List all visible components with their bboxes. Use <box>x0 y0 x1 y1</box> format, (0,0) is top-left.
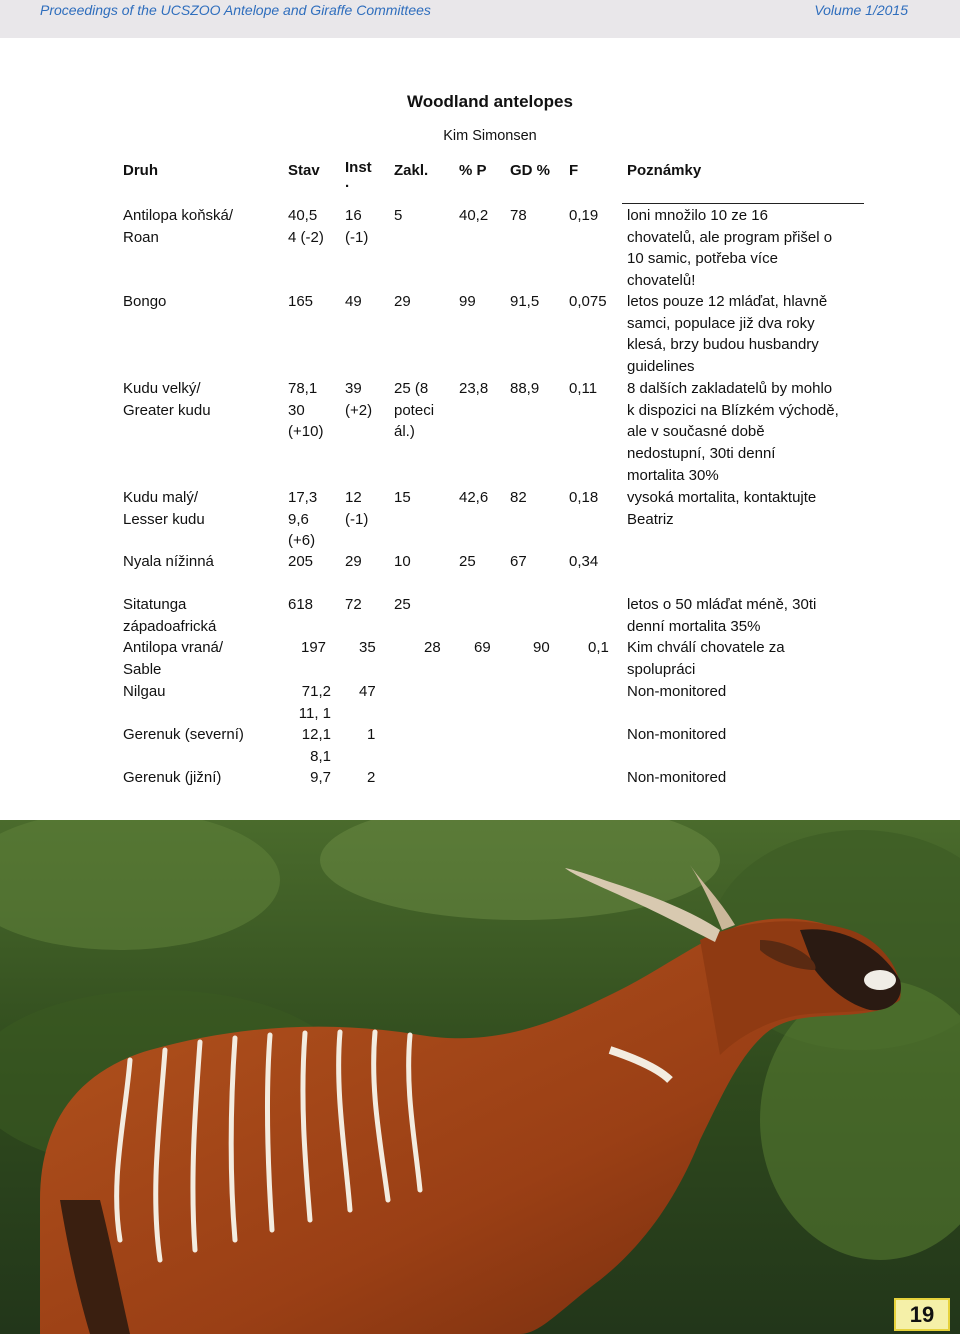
cell-note: Kim chválí chovatele za spolupráci <box>627 639 785 678</box>
cell-gd: 82 <box>510 489 527 506</box>
cell-zakl: 29 <box>394 293 411 310</box>
cell-stav: 40,5 4 (-2) <box>288 207 324 246</box>
cell-stav: 197 <box>301 639 327 656</box>
volume-label: Volume 1/2015 <box>814 2 908 18</box>
cell-gd: 90 <box>533 639 550 656</box>
cell-druh: Gerenuk (severní) <box>123 726 244 743</box>
cell-zakl: 25 (8 poteci ál.) <box>394 380 435 441</box>
cell-p: 69 <box>474 639 491 656</box>
cell-gd: 91,5 <box>510 293 540 310</box>
cell-note: 8 dalších zakladatelů by mohlo k dispozici na Blízkém východě, ale v současné době nedostupní, 30ti denní mortalita 30% <box>627 380 839 484</box>
cell-gd: 67 <box>510 553 527 570</box>
cell-inst: 72 <box>345 596 362 613</box>
cell-druh: Bongo <box>123 293 167 310</box>
cell-gd: 78 <box>510 207 527 224</box>
cell-druh: Kudu velký/ Greater kudu <box>123 380 211 419</box>
col-header-gd: GD % <box>510 162 551 179</box>
cell-f: 0,34 <box>569 553 599 570</box>
cell-f: 0,1 <box>588 639 609 656</box>
cell-note: Non-monitored <box>627 683 727 700</box>
cell-stav: 17,3 9,6 (+6) <box>288 489 318 550</box>
cell-inst: 29 <box>345 553 362 570</box>
cell-druh: Kudu malý/ Lesser kudu <box>123 489 205 528</box>
col-header-inst: Inst . <box>345 159 372 191</box>
cell-zakl: 28 <box>424 639 441 656</box>
cell-p: 25 <box>459 553 476 570</box>
cell-note: Non-monitored <box>627 726 727 743</box>
cell-stav: 9,7 <box>310 769 331 786</box>
cell-druh: Antilopa vraná/ Sable <box>123 639 224 678</box>
cell-note: vysoká mortalita, kontaktujte Beatriz <box>627 489 817 528</box>
cell-stav: 205 <box>288 553 314 570</box>
page-number: 19 <box>894 1298 950 1331</box>
cell-stav: 71,2 11, 1 <box>298 683 331 722</box>
cell-note: letos pouze 12 mláďat, hlavně samci, populace již dva roky klesá, brzy budou husbandry guidelines <box>627 293 828 376</box>
cell-p: 23,8 <box>459 380 489 397</box>
cell-p: 99 <box>459 293 476 310</box>
cell-inst: 16 (-1) <box>345 207 369 246</box>
cell-druh: Nilgau <box>123 683 166 700</box>
cell-note: letos o 50 mláďat méně, 30ti denní mortalita 35% <box>627 596 817 635</box>
cell-inst: 1 <box>367 726 376 743</box>
bongo-photo <box>0 820 960 1334</box>
cell-f: 0,18 <box>569 489 599 506</box>
bongo-illustration <box>0 820 960 1334</box>
cell-zakl: 5 <box>394 207 403 224</box>
cell-stav: 165 <box>288 293 314 310</box>
cell-inst: 47 <box>359 683 376 700</box>
cell-inst: 39 (+2) <box>345 380 373 419</box>
article-author: Kim Simonsen <box>443 128 537 144</box>
cell-f: 0,075 <box>569 293 607 310</box>
cell-inst: 49 <box>345 293 362 310</box>
cell-zakl: 10 <box>394 553 411 570</box>
col-header-p: % P <box>459 162 487 179</box>
cell-p: 40,2 <box>459 207 489 224</box>
running-header <box>0 0 960 38</box>
journal-title: Proceedings of the UCSZOO Antelope and Giraffe Committees <box>40 2 431 18</box>
cell-druh: Nyala nížinná <box>123 553 214 570</box>
header-rule <box>622 203 864 204</box>
col-header-stav: Stav <box>288 162 320 179</box>
cell-stav: 78,1 30 (+10) <box>288 380 324 441</box>
col-header-poznamky: Poznámky <box>627 162 702 179</box>
cell-druh: Gerenuk (jižní) <box>123 769 222 786</box>
col-header-zakl: Zakl. <box>394 162 429 179</box>
cell-f: 0,19 <box>569 207 599 224</box>
cell-druh: Sitatunga západoafrická <box>123 596 217 635</box>
col-header-druh: Druh <box>123 162 158 179</box>
cell-p: 42,6 <box>459 489 489 506</box>
cell-note: loni množilo 10 ze 16 chovatelů, ale program přišel o 10 samic, potřeba více chovatelů! <box>627 207 833 290</box>
cell-zakl: 15 <box>394 489 411 506</box>
cell-stav: 12,1 8,1 <box>301 726 331 765</box>
cell-f: 0,11 <box>569 380 598 397</box>
cell-inst: 12 (-1) <box>345 489 369 528</box>
cell-gd: 88,9 <box>510 380 540 397</box>
col-header-f: F <box>569 162 579 179</box>
cell-stav: 618 <box>288 596 314 613</box>
cell-druh: Antilopa koňská/ Roan <box>123 207 234 246</box>
article-title: Woodland antelopes <box>407 92 573 111</box>
cell-note: Non-monitored <box>627 769 727 786</box>
cell-inst: 35 <box>359 639 376 656</box>
cell-zakl: 25 <box>394 596 411 613</box>
cell-inst: 2 <box>367 769 376 786</box>
